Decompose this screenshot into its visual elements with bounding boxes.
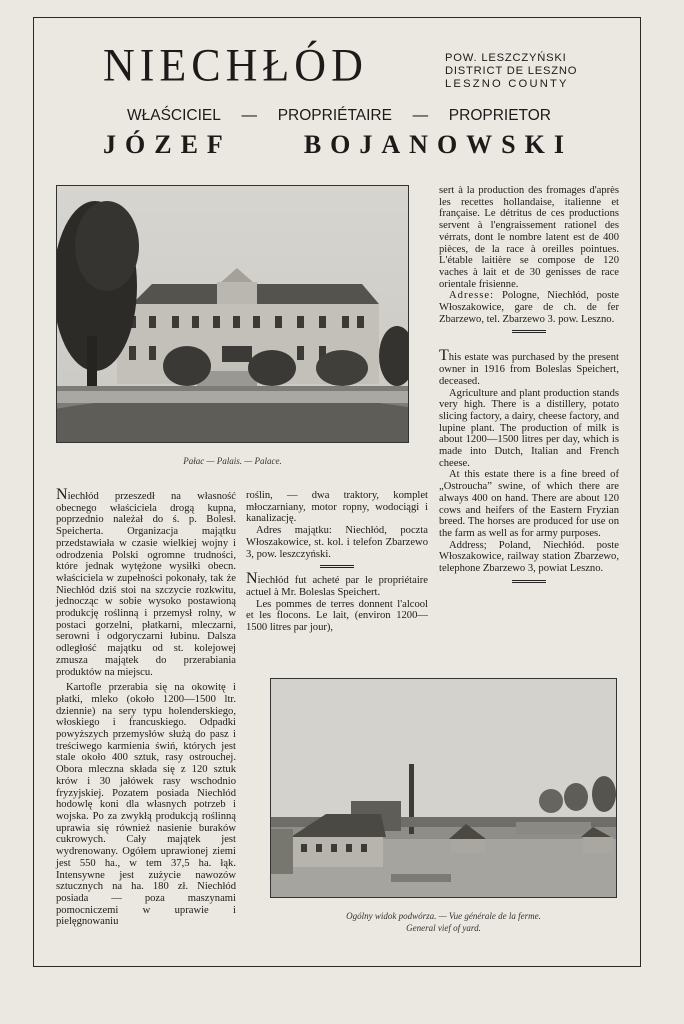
owner-label-dash: — <box>241 107 258 124</box>
palace-illustration <box>57 186 409 443</box>
polish-column <box>56 486 236 928</box>
county-line-french: DISTRICT DE LESZNO <box>445 64 578 77</box>
polish-paragraph: Kartofle przerabia się na okowitę i płatki, mleko (około 1200—1500 ltr. dziennie) na sery typu holenderskiego, włoskiego i francuskiego. Odpadki powyższych przemysłów służą do pasz i treściwego karmienia świń, których jest stale około 400 sztuk, rasy ostrouchej. Obora mleczna składa się z 120 sztuk krów i 30 jałówek rasy wschodnio fryzyjskiej. Pozatem posiada Niechłód hodowlę koni dla własnych potrzeb i wojska. Po za zwykłą produkcją roślinną uprawia się również nasienie buraków cukrowych. Cały majątek jest wydrenowany. Ogółem uprawionej ziemi jest 550 ha., w tem 37,5 ha. łąk. Intensywne jest zużycie nawozów sztucznych na ha. 180 zł. Niechłód posiada — poza maszynami pomocniczemi w uprawie i pielęgnowaniu <box>56 682 236 928</box>
section-divider <box>320 565 354 568</box>
county-line-english: LESZNO COUNTY <box>445 77 569 90</box>
county-line-polish: POW. LESZCZYŃSKI <box>445 52 567 64</box>
estate-title: NIECHŁÓD <box>103 39 368 92</box>
section-divider <box>512 330 546 333</box>
french-paragraph: Niechłód fut acheté par le propriétaire actuel à Mr. Boleslas Speichert. <box>246 570 428 598</box>
english-paragraph: This estate was purchased by the present owner in 1916 from Boleslas Speichert, deceased. <box>439 347 619 387</box>
palace-photo <box>56 185 409 443</box>
french-paragraph: Les pommes de terres donnent l'alcool et les flocons. Le lait, (environ 1200—1500 litres par jour), <box>246 598 428 634</box>
polish-paragraph: roślin, — dwa traktory, komplet młoczarniany, motor ropny, wodociągi i kanalizację. <box>246 490 428 525</box>
owner-last-name: BOJANOWSKI <box>303 130 573 159</box>
address-label: Adresse: <box>449 290 495 302</box>
yard-caption-line: Ogólny widok podwórza. — Vue générale de la ferme. <box>346 911 541 921</box>
polish-address: Adres majątku: Niechłód, poczta Włoszakowice, st. kol. i telefon Zbarzewo 3, pow. leszczyński. <box>246 525 428 560</box>
french-address: Adresse: Pologne, Niechłód, poste Włoszakowice, gare de ch. de fer Zbarzewo, tel. Zbarzewo 3. pow. Leszno. <box>439 290 619 325</box>
english-paragraph: At this estate there is a fine breed of „Ostroucha” swine, of which there are always 400 on hand. There are about 120 cows and heifers of the Eastern Fryzian breed. The horses are produced for use on the farm as well as for army purposes. <box>439 469 619 539</box>
owner-label-dash: — <box>412 107 429 124</box>
section-divider <box>512 580 546 583</box>
english-paragraph: Agriculture and plant production stands very high. There is a distillery, potato slicing factory, a dairy, cheese factory, and lupine plant. The production of milk is about 1200—1500 litres per day, which is made into Dutch, Italian and French cheese. <box>439 387 620 469</box>
drop-cap: N <box>246 570 258 588</box>
palace-caption: Pałac — Palais. — Palace. <box>183 456 282 466</box>
yard-photo <box>270 678 617 898</box>
yard-caption-line: General vief of yard. <box>406 923 481 933</box>
owner-first-name: JÓZEF <box>103 130 232 159</box>
county-block <box>445 52 577 90</box>
middle-column <box>246 490 428 634</box>
french-paragraph: sert à la production des fromages d'après les recettes hollandaise, italienne et française. Le détritus de ces productions servent à l'engraissement rationel des vérrats, dont le nombre latent est de 400 pièces, de la race à oreilles pointues. L'étable laitière se compose de 120 vaches à lait et de 30 genisses de race orientale frisienne. <box>439 185 619 290</box>
owner-label-english: PROPRIETOR <box>448 107 551 124</box>
owner-name <box>103 130 573 160</box>
spacer <box>439 339 619 351</box>
drop-cap: N <box>56 486 68 503</box>
owner-label-row <box>127 107 551 125</box>
owner-label-french: PROPRIÉTAIRE <box>277 107 392 124</box>
english-address: Address; Poland, Niechłód. poste Włoszakowice, railway station Zbarzewo, telephone Zbarzewo 3, powiat Leszno. <box>439 539 619 575</box>
yard-caption <box>270 910 617 934</box>
farmyard-illustration <box>271 679 617 898</box>
polish-paragraph: Niechłód przeszedł na własność obecnego właściciela drogą kupna, poprzednio należał do ś. p. Bolesł. Speicherta. Organizacja majątku przedstawiała w czasie wielkiej wojny i odrodzenia Polski ogromne trudności, które jednak wytężone wysiłki obecn. właściciela w zupełności pokonały, tak że Niechłód dziś stoi na szczycie rozkwitu, jednocząc w sobie wysoko postawioną produkcję roślinną i przemysł rolny, w postaci gorzelni, płatkarni, mleczarni, serowni i odgoryczarni łubinu. Dalsza odległość majątku od st. kolejowej zmusza majątek do przerabiania produktów na miejscu. <box>56 486 236 678</box>
owner-label-polish: WŁAŚCICIEL <box>127 107 221 124</box>
right-column <box>439 185 619 589</box>
drop-cap: T <box>439 347 449 365</box>
